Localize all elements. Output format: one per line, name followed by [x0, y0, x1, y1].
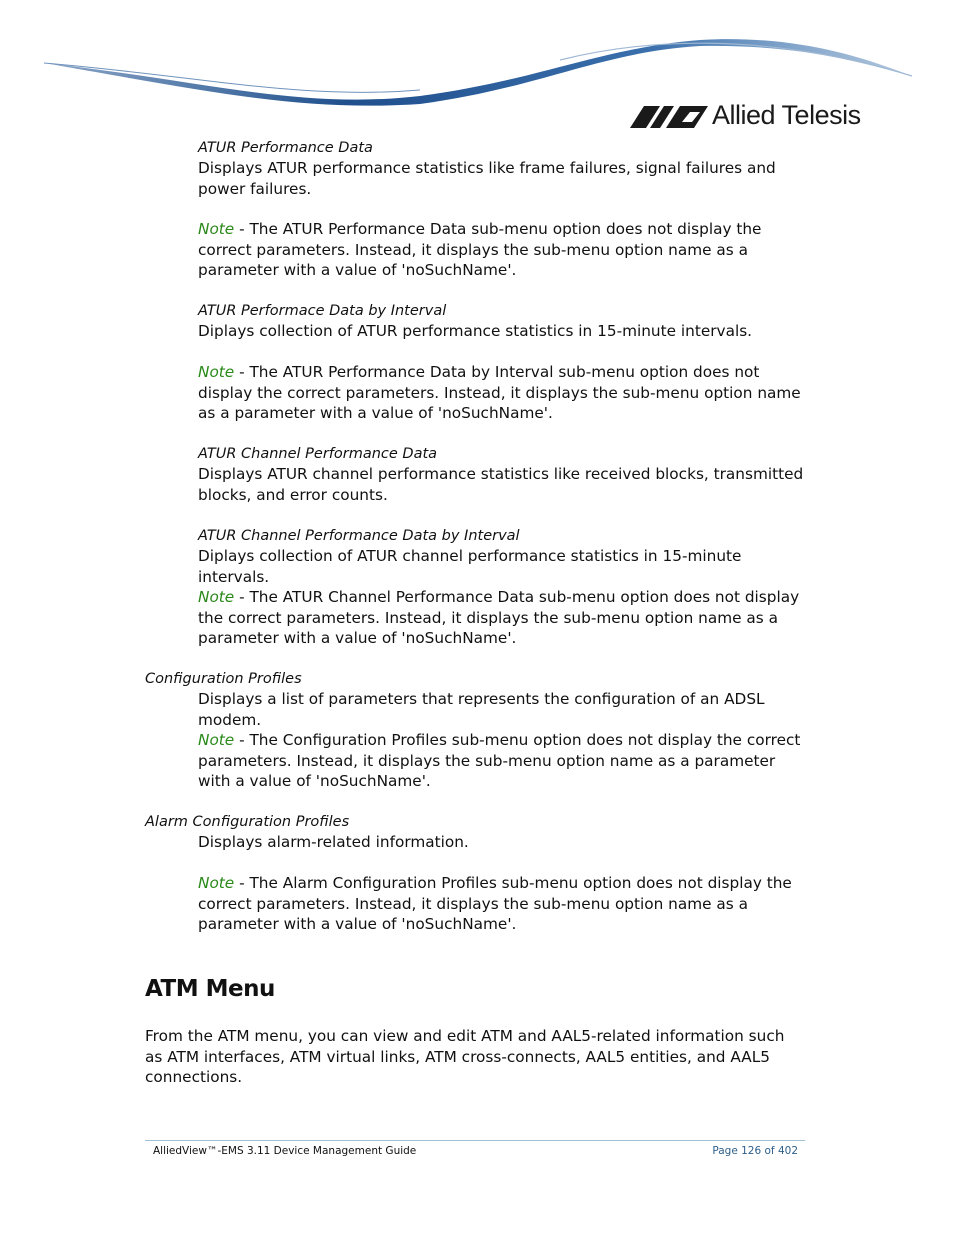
atm-menu-intro: [145, 1026, 795, 1088]
note-label: Note: [198, 220, 235, 238]
section-atur-channel-performance: [198, 444, 808, 505]
note-text: - The ATUR Performance Data by Interval sub-menu option does not display the correct parameters. Instead, it displays the sub-menu option name as a parameter with a value of 'noSuchName'.: [198, 363, 801, 423]
section-atur-performance-data: [198, 138, 808, 199]
description: Diplays collection of ATUR channel performance statistics in 15-minute intervals.: [198, 547, 742, 586]
footer-page-number: Page 126 of 402: [712, 1145, 798, 1157]
atm-menu-heading: ATM Menu: [145, 976, 275, 1002]
note-label: Note: [198, 363, 235, 381]
note-text: - The ATUR Performance Data sub-menu option does not display the correct parameters. Instead, it displays the sub-menu option name as a parameter with a value of 'noSuchName'.: [198, 220, 762, 280]
sub-heading: Configuration Profiles: [145, 671, 302, 687]
note-alarm-configuration-profiles: [198, 873, 808, 935]
note-label: Note: [198, 874, 235, 892]
note-atur-performance-data: [198, 219, 808, 281]
description: Displays alarm-related information.: [198, 833, 469, 851]
logo-mark-icon: [630, 106, 708, 128]
footer-divider: [145, 1140, 805, 1141]
logo-text: Allied Telesis: [712, 100, 861, 130]
note-text: - The Configuration Profiles sub-menu option does not display the correct parameters. Instead, it displays the sub-menu option name as a parameter with a value of 'noSuchName'.: [198, 731, 801, 791]
note-configuration-profiles: [198, 730, 808, 792]
sub-heading: Alarm Configuration Profiles: [145, 814, 350, 830]
note-label: Note: [198, 588, 235, 606]
note-text: - The ATUR Channel Performance Data sub-menu option does not display the correct parameters. Instead, it displays the sub-menu option name as a parameter with a value of 'noSuchName'.: [198, 588, 800, 648]
sub-heading: ATUR Performace Data by Interval: [198, 303, 447, 319]
sub-heading: ATUR Channel Performance Data by Interval: [198, 528, 520, 544]
section-atur-performance-interval: [198, 301, 808, 342]
description: Displays a list of parameters that represents the configuration of an ADSL modem.: [198, 690, 765, 729]
section-configuration-profiles: [145, 669, 808, 730]
sub-heading: ATUR Performance Data: [198, 140, 373, 156]
sub-heading: ATUR Channel Performance Data: [198, 446, 438, 462]
note-label: Note: [198, 731, 235, 749]
description: Displays ATUR performance statistics like frame failures, signal failures and power failures.: [198, 159, 776, 198]
section-alarm-configuration-profiles: [145, 812, 808, 853]
allied-telesis-logo: [630, 102, 870, 134]
note-text: - The Alarm Configuration Profiles sub-menu option does not display the correct parameters. Instead, it displays the sub-menu option name as a parameter with a value of 'noSuchName'.: [198, 874, 792, 934]
description: Diplays collection of ATUR performance statistics in 15-minute intervals.: [198, 322, 753, 340]
footer-guide-title: AlliedView™-EMS 3.11 Device Management Guide: [153, 1145, 417, 1157]
note-atur-channel-interval: [198, 587, 808, 649]
intro-text: From the ATM menu, you can view and edit ATM and AAL5-related information such as ATM interfaces, ATM virtual links, ATM cross-connects, AAL5 entities, and AAL5 connections.: [145, 1027, 785, 1087]
section-atur-channel-interval: [198, 526, 808, 587]
note-atur-performance-interval: [198, 362, 808, 424]
description: Displays ATUR channel performance statistics like received blocks, transmitted blocks, and error counts.: [198, 465, 804, 504]
